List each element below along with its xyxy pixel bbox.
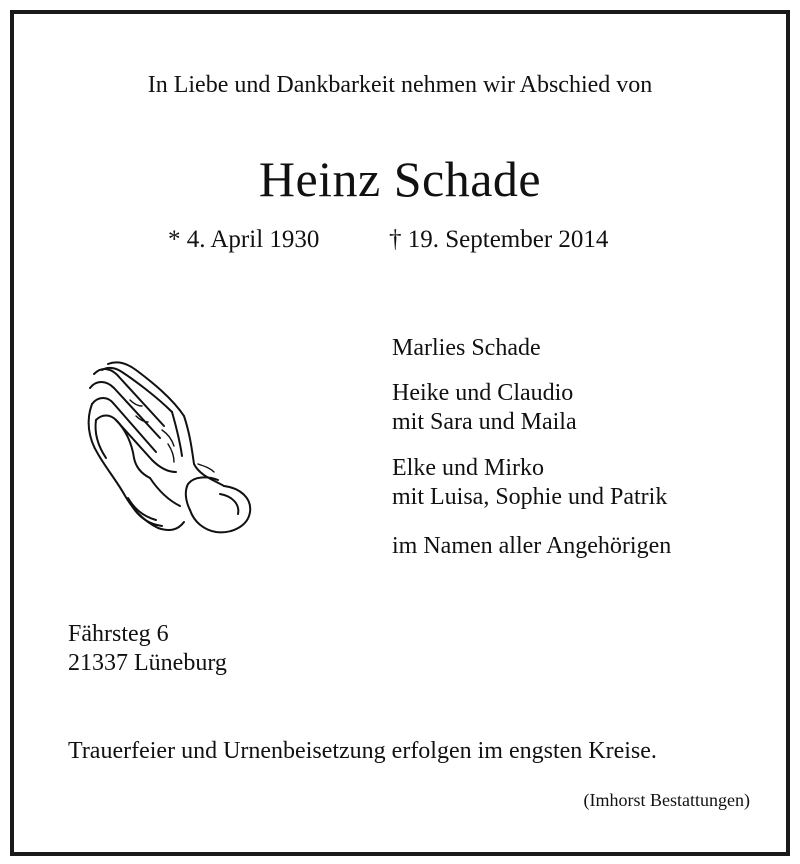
deceased-name: Heinz Schade	[258, 151, 542, 207]
address-street: Fährsteg 6	[68, 621, 169, 647]
family-group-elke-line1: Elke und Mirko	[392, 455, 544, 481]
ceremony-text: Trauerfeier und Urnenbeisetzung erfolgen im engsten Kreise.	[68, 738, 657, 764]
undertaker-credit: (Imhorst Bestattungen)	[583, 790, 750, 810]
family-closing: im Namen aller Angehörigen	[392, 533, 672, 559]
family-group-heike	[392, 379, 577, 437]
address-city: 21337 Lüneburg	[68, 650, 227, 676]
death-date: † 19. September 2014	[389, 226, 609, 253]
family-group-heike-line1: Heike und Claudio	[392, 380, 574, 406]
intro-text: In Liebe und Dankbarkeit nehmen wir Abschied von	[147, 72, 653, 98]
birth-date: * 4. April 1930	[168, 226, 320, 253]
family-group-heike-line2: mit Sara und Maila	[392, 409, 577, 435]
praying-hands-icon	[72, 360, 262, 538]
family-marlies: Marlies Schade	[392, 335, 541, 361]
family-group-elke	[392, 454, 667, 512]
address-block	[68, 620, 227, 678]
family-group-elke-line2: mit Luisa, Sophie und Patrik	[392, 484, 668, 510]
